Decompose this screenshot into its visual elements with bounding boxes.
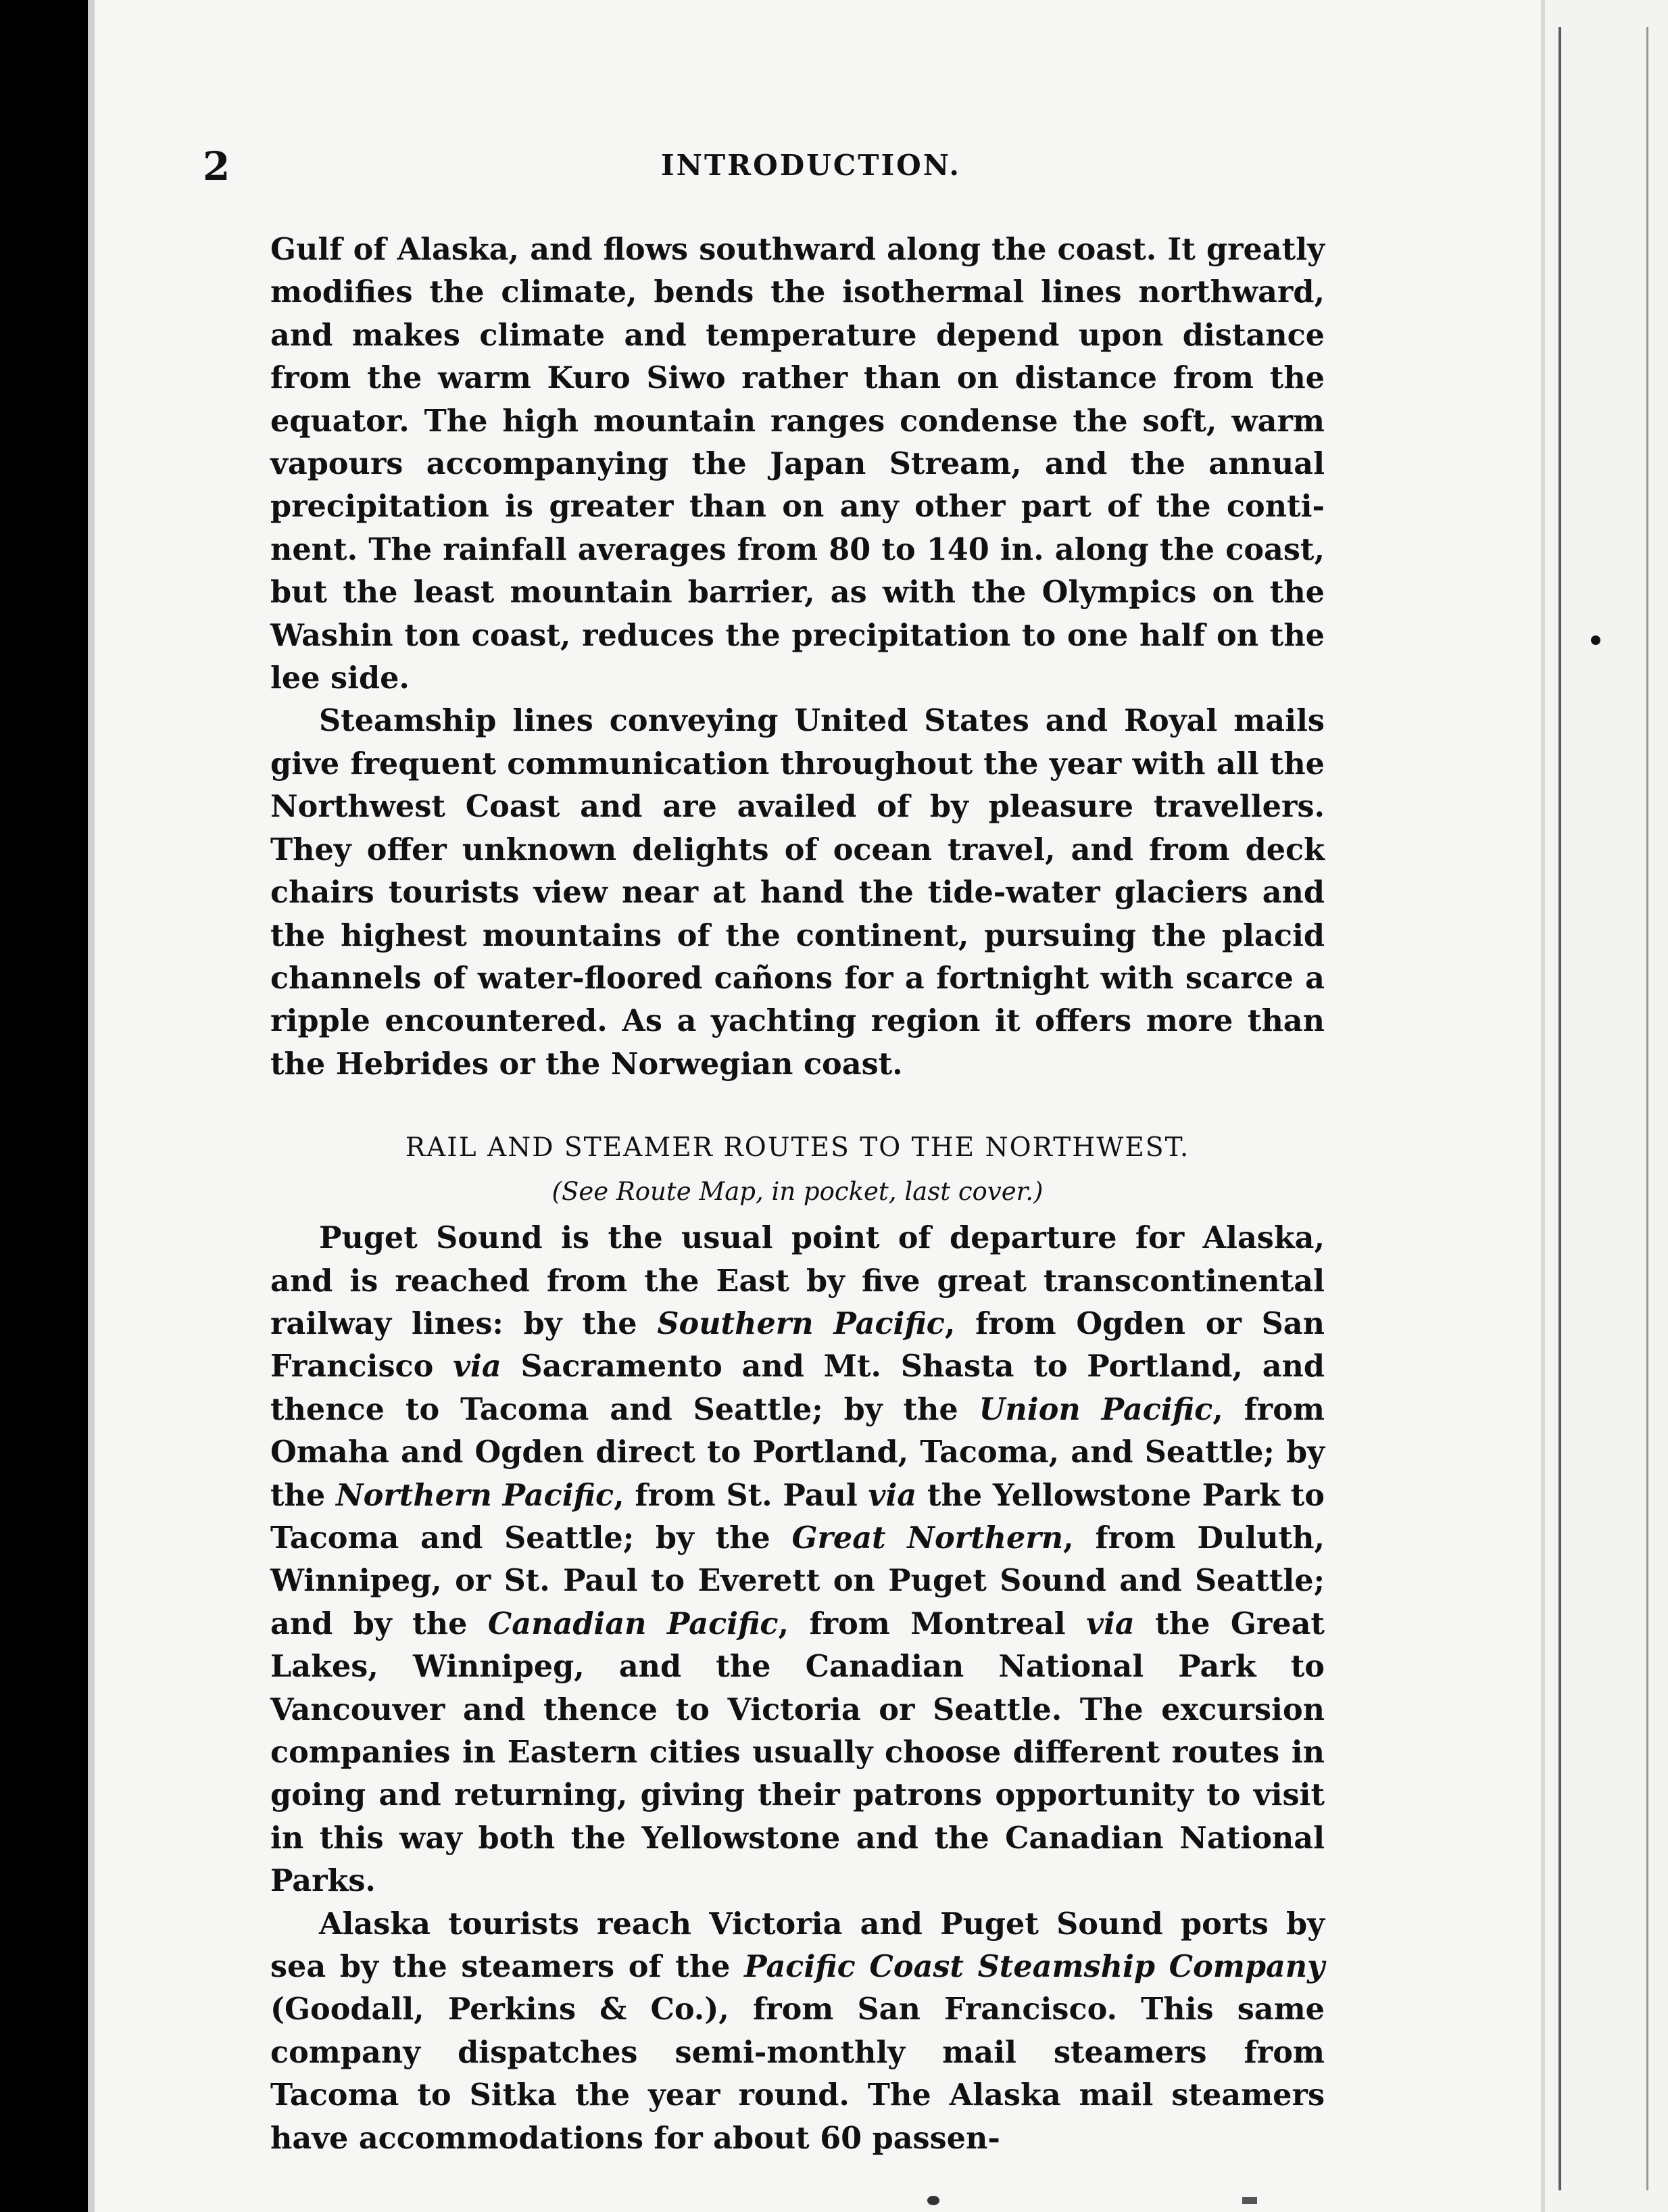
ink-speck	[927, 2196, 939, 2205]
page-body	[270, 229, 1325, 2160]
via-word: via	[868, 1477, 917, 1513]
route-map-note: See Route Map, in pocket, last cover.	[561, 1177, 1034, 1207]
ink-speck	[1591, 635, 1600, 645]
text-run: the Great Lakes, Winnipeg, and the Canadian National Park to Vancouver and thence to Victoria or Seattle. The excursion companies in Eastern cities usually choose different routes in going and returning, giving their patrons opportunity to visit in this way both the Yellowstone and the Canadian National Parks.	[270, 1606, 1325, 1899]
via-word: via	[1086, 1606, 1135, 1641]
text-run: Sacramento and Mt. Shasta to Portland, and thence to Tacoma and Seattle; by the	[270, 1349, 1325, 1427]
railway-name: Northern Pacific	[335, 1477, 614, 1513]
via-word: via	[453, 1349, 501, 1385]
facing-page-edge	[1541, 0, 1668, 2212]
text-run: Puget Sound is the usual point of departure for Alaska, and is reached from the East by five great transcontinental railway lines: by the	[270, 1220, 1325, 1341]
railway-name: Southern Pacific	[657, 1305, 945, 1341]
text-run: (Goodall, Perkins & Co.), from San Francisco. This same company dispatches semi-monthly mail steamers from Tacoma to Sitka the year round. The Alaska mail steamers have accommodations for about 60 passen-	[270, 1992, 1325, 2156]
railway-name: Great Northern	[791, 1520, 1064, 1556]
steamship-company-name: Pacific Coast Steamship Company	[744, 1949, 1325, 1985]
ink-speck	[1242, 2197, 1257, 2204]
text-run: , from Montreal	[778, 1606, 1087, 1641]
paren-close: )	[1033, 1177, 1044, 1207]
page-edge-line	[1559, 27, 1561, 2190]
section-note	[270, 1168, 1325, 1216]
railway-name: Canadian Pacific	[487, 1606, 779, 1641]
running-title: INTRODUCTION.	[660, 149, 962, 182]
text-run: , from Duluth, Winnipeg, or St. Paul to Everett on Puget Sound and Seattle; and by the	[270, 1520, 1325, 1641]
section-heading: RAIL AND STEAMER ROUTES TO THE NORTHWEST.	[405, 1132, 1190, 1163]
text-run: , from St. Paul	[614, 1477, 868, 1513]
paren-open: (	[551, 1177, 562, 1207]
page-edge-line	[1646, 27, 1648, 2190]
paragraph: Gulf of Alaska, and flows southward along the coast. It greatly modifies the climate, bends the isothermal lines northward, and makes climate and temperature depend upon distance from the warm Kuro Siwo rather than on distance from the equator. The high mountain ranges condense the soft, warm vapours accompanying the Japan Stream, and the annual precipitation is greater than on any other part of the continent. The rainfall averages from 80 to 140 in. along the coast, but the least mountain barrier, as with the Olympics on the Washin ton coast, reduces the precipitation to one half on the lee side.	[270, 232, 1325, 696]
paragraph: Steamship lines conveying United States and Royal mails give frequent communication throughout the year with all the Northwest Coast and are availed of by pleasure travellers. They offer unknown delights of ocean travel, and from deck chairs tourists view near at hand the tide-water glaciers and the highest mountains of the continent, pursuing the placid channels of water-floored cañons for a fortnight with scarce a ripple encountered. As a yachting region it offers more than the Hebrides or the Norwegian coast.	[270, 703, 1325, 1082]
scan-border	[0, 0, 88, 2212]
running-head	[203, 143, 1419, 204]
text-run: , from Ogden or San Francisco	[270, 1305, 1325, 1385]
text-run: , from Omaha and Ogden direct to Portland, Tacoma, and Seattle; by the	[270, 1391, 1325, 1513]
text-run: Alaska tourists reach Victoria and Puget Sound ports by sea by the steamers of the	[270, 1906, 1325, 1985]
text-run: the Yellowstone Park to Tacoma and Seattle; by the	[270, 1477, 1325, 1556]
page-number: 2	[203, 143, 230, 189]
paragraph	[270, 1217, 1325, 1903]
railway-name: Union Pacific	[979, 1391, 1213, 1427]
paragraph	[270, 1903, 1325, 2160]
